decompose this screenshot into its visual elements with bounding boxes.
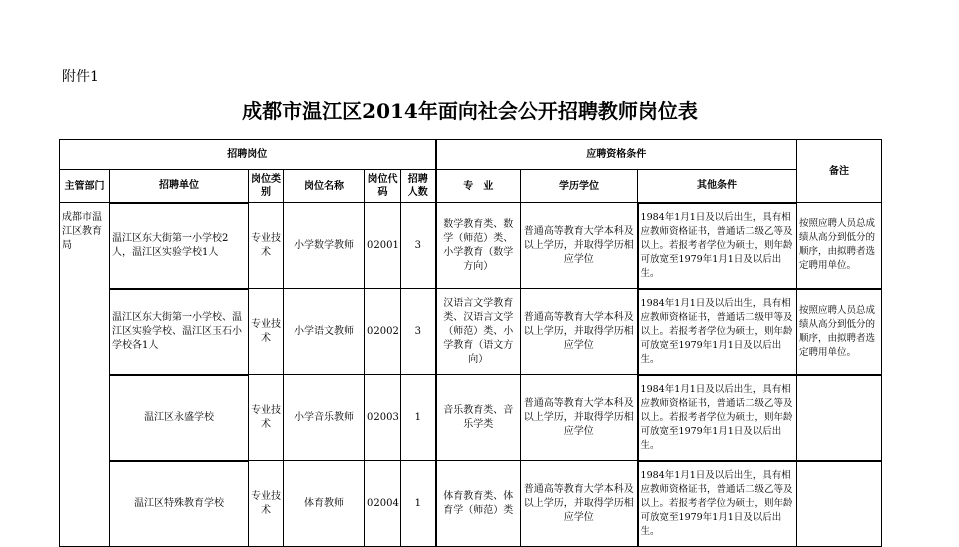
headcount-cell: 1: [401, 375, 436, 461]
post-code-cell: 02001: [365, 203, 401, 289]
post-name-cell: 小学数学教师: [284, 203, 365, 289]
education-cell: 普通高等教育大学本科及以上学历，并取得学历相应学位: [521, 461, 638, 547]
header-post-code: 岗位代码: [365, 170, 401, 203]
dept-cell: 成都市温江区教育局: [60, 203, 110, 547]
post-code-cell: 02003: [365, 375, 401, 461]
attachment-label: 附件1: [62, 69, 99, 85]
header-post-name: 岗位名称: [284, 170, 365, 203]
unit-cell: 温江区东大街第一小学校2人，温江区实验学校1人: [110, 203, 249, 289]
category-cell: 专业技术: [249, 203, 284, 289]
headcount-cell: 3: [401, 203, 436, 289]
table-row: [60, 461, 882, 547]
document-title: 成都市温江区2014年面向社会公开招聘教师岗位表: [242, 99, 698, 123]
major-cell: 数学教育类、数学（师范）类、小学教育（数学方向）: [436, 203, 521, 289]
headcount-cell: 3: [401, 289, 436, 375]
header-remarks: 备注: [797, 140, 882, 203]
table-row: [60, 289, 882, 375]
education-cell: 普通高等教育大学本科及以上学历，并取得学历相应学位: [521, 289, 638, 375]
headcount-cell: 1: [401, 461, 436, 547]
post-code-cell: 02004: [365, 461, 401, 547]
recruitment-table: [59, 139, 882, 547]
other-cell: 1984年1月1日及以后出生，具有相应教师资格证书，普通话二级甲等及以上。若报考者学位为硕士，则年龄可放宽至1979年1月1日及以后出生。: [638, 289, 797, 375]
post-name-cell: 体育教师: [284, 461, 365, 547]
header-group-posts: 招聘岗位: [60, 140, 436, 170]
table-row: [60, 203, 882, 289]
unit-cell: 温江区特殊教育学校: [110, 461, 249, 547]
major-cell: 音乐教育类、音乐学类: [436, 375, 521, 461]
other-cell: 1984年1月1日及以后出生，具有相应教师资格证书，普通话二级乙等及以上。若报考者学位为硕士，则年龄可放宽至1979年1月1日及以后出生。: [638, 375, 797, 461]
post-name-cell: 小学音乐教师: [284, 375, 365, 461]
remark-cell: [797, 461, 882, 547]
header-unit: 招聘单位: [110, 170, 249, 203]
education-cell: 普通高等教育大学本科及以上学历，并取得学历相应学位: [521, 203, 638, 289]
other-cell: 1984年1月1日及以后出生，具有相应教师资格证书，普通话二级乙等及以上。若报考者学位为硕士，则年龄可放宽至1979年1月1日及以后出生。: [638, 203, 797, 289]
remark-cell: 按照应聘人员总成绩从高分到低分的顺序，由拟聘者选定聘用单位。: [797, 289, 882, 375]
unit-cell: 温江区永盛学校: [110, 375, 249, 461]
header-education: 学历学位: [521, 170, 638, 203]
table-row: [60, 375, 882, 461]
category-cell: 专业技术: [249, 461, 284, 547]
category-cell: 专业技术: [249, 375, 284, 461]
remark-cell: [797, 375, 882, 461]
header-group-qualifications: 应聘资格条件: [436, 140, 797, 170]
other-cell: 1984年1月1日及以后出生，具有相应教师资格证书，普通话二级乙等及以上。若报考者学位为硕士，则年龄可放宽至1979年1月1日及以后出生。: [638, 461, 797, 547]
remark-cell: 按照应聘人员总成绩从高分到低分的顺序，由拟聘者选定聘用单位。: [797, 203, 882, 289]
header-category: 岗位类别: [249, 170, 284, 203]
education-cell: 普通高等教育大学本科及以上学历，并取得学历相应学位: [521, 375, 638, 461]
major-cell: 体育教育类、体育学（师范）类: [436, 461, 521, 547]
major-cell: 汉语言文学教育类、汉语言文学（师范）类、小学教育（语文方向）: [436, 289, 521, 375]
unit-cell: 温江区东大街第一小学校、温江区实验学校、温江区玉石小学校各1人: [110, 289, 249, 375]
post-code-cell: 02002: [365, 289, 401, 375]
header-major: 专 业: [436, 170, 521, 203]
header-dept: 主管部门: [60, 170, 110, 203]
category-cell: 专业技术: [249, 289, 284, 375]
header-other: 其他条件: [638, 170, 797, 203]
header-headcount: 招聘人数: [401, 170, 436, 203]
post-name-cell: 小学语文教师: [284, 289, 365, 375]
